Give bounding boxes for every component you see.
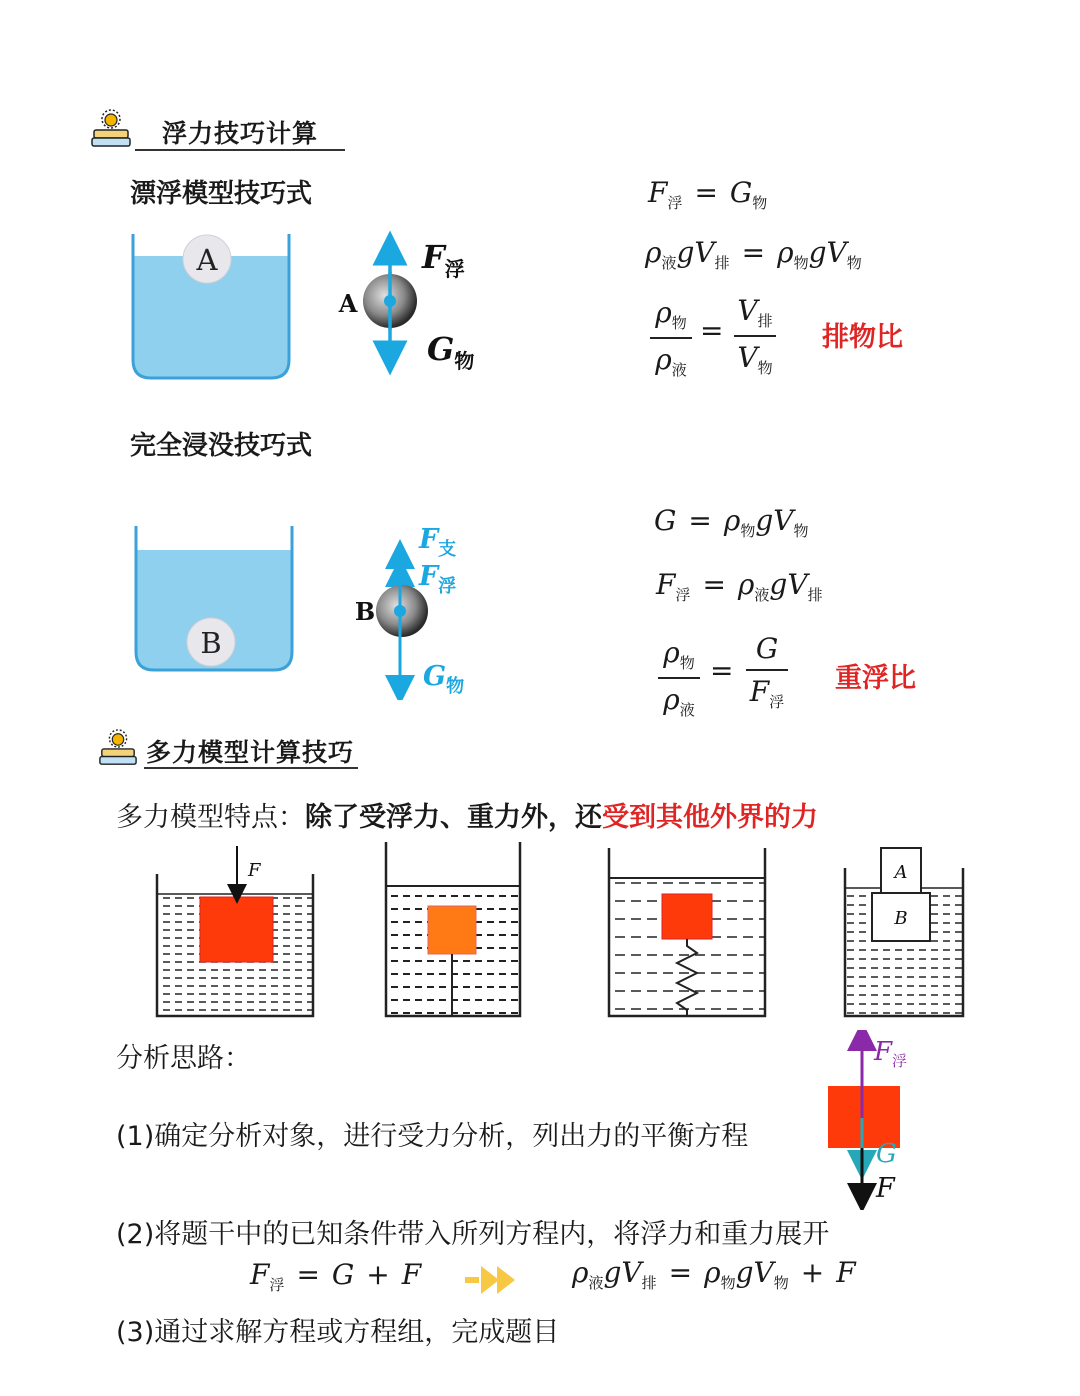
double-arrow-icon (465, 1262, 525, 1298)
gravity-label-b-sub: 物 (446, 676, 465, 697)
floating-eq2: $\rho_液gV_排 = \rho_物gV_物$ (645, 236, 862, 272)
floating-ratio-equals: = (700, 314, 724, 347)
floating-model-title: 漂浮模型技巧式 (130, 179, 313, 209)
svg-text:G物 (427, 330, 474, 373)
diagram-press-down (157, 846, 313, 1016)
buoyancy-label-b: F (419, 561, 439, 592)
support-label-sub: 支 (438, 539, 457, 560)
floating-eq1: $F_浮 = G_物$ (648, 176, 768, 212)
submerged-container-diagram (128, 520, 303, 680)
submerged-force-diagram (345, 520, 485, 700)
floating-ratio-left-fraction: $\rho_物$ $\rho_液$ (650, 296, 692, 380)
diagram-rope-tied (386, 842, 520, 1016)
diagram-spring (609, 848, 765, 1016)
floating-force-diagram (330, 228, 490, 378)
support-label: F (419, 524, 439, 555)
svg-text:F浮 (873, 1037, 907, 1070)
svg-text:F支 (418, 524, 456, 560)
fbd-buoyancy-label: F (874, 1037, 893, 1067)
final-equation-left: $F_浮 = G + F$ (250, 1258, 422, 1294)
buoyancy-label-sub: 浮 (444, 257, 465, 281)
section1-title: 浮力技巧计算 (162, 119, 319, 148)
submerged-model-title: 完全浸没技巧式 (130, 431, 313, 461)
multi-force-feature: 多力模型特点：除了受浮力、重力外，还受到其他外界的力 (116, 802, 818, 833)
book-reader-icon-2 (98, 728, 138, 772)
fbd-buoyancy-label-sub: 浮 (892, 1052, 908, 1070)
fbd-force-label: F (876, 1173, 895, 1204)
diagram-stacked-blocks (845, 848, 963, 1016)
gravity-label: G (427, 330, 455, 368)
ball-a-label: A (196, 243, 218, 277)
final-equation-right: $\rho_液gV_排 = \rho_物gV_物 + F$ (572, 1256, 856, 1292)
block-b-label: B (894, 908, 908, 929)
analysis-title: 分析思路： (116, 1043, 251, 1074)
submerged-eq1: $G = \rho_物gV_物$ (654, 504, 809, 540)
buoyancy-label: F (422, 238, 445, 276)
submerged-ratio-equals: = (710, 654, 734, 687)
submerged-ratio-right-fraction: G $F_浮$ (746, 632, 788, 712)
step-1: (1)确定分析对象，进行受力分析，列出力的平衡方程 (116, 1121, 749, 1152)
ball-b-label: B (200, 626, 222, 660)
svg-text:F浮 (421, 238, 465, 281)
buoyancy-label-b-sub: 浮 (438, 576, 457, 597)
free-body-diagram (820, 1030, 930, 1210)
gravity-label-b: G (423, 661, 447, 692)
floating-container-diagram (125, 228, 300, 388)
submerged-ratio-left-fraction: $\rho_物$ $\rho_液$ (658, 636, 700, 720)
section2-title: 多力模型计算技巧 (146, 738, 355, 767)
svg-text:G物 (423, 661, 464, 697)
book-reader-icon (90, 108, 132, 154)
step-2: (2)将题干中的已知条件带入所列方程内，将浮力和重力展开 (116, 1219, 830, 1250)
submerged-eq2: $F_浮 = \rho_液gV_排$ (656, 568, 823, 604)
svg-text:F浮 (418, 561, 456, 597)
fbd-gravity-label: G (876, 1139, 897, 1169)
section2-title-underline (144, 767, 358, 769)
press-force-label: F (248, 860, 261, 881)
floating-ratio-right-fraction: $V_排$ $V_物$ (734, 294, 776, 378)
gravity-label-sub: 物 (454, 349, 475, 373)
ratio-label-weight-buoyancy: 重浮比 (835, 663, 916, 694)
step-3: (3)通过求解方程或方程组，完成题目 (116, 1317, 560, 1348)
multi-force-diagrams (150, 838, 980, 1024)
ball-b-force-label: B (354, 597, 376, 626)
ball-a-force-label: A (338, 289, 358, 318)
block-a-label: A (894, 862, 908, 883)
ratio-label-displacement: 排物比 (822, 322, 903, 353)
section1-title-underline (135, 149, 345, 151)
